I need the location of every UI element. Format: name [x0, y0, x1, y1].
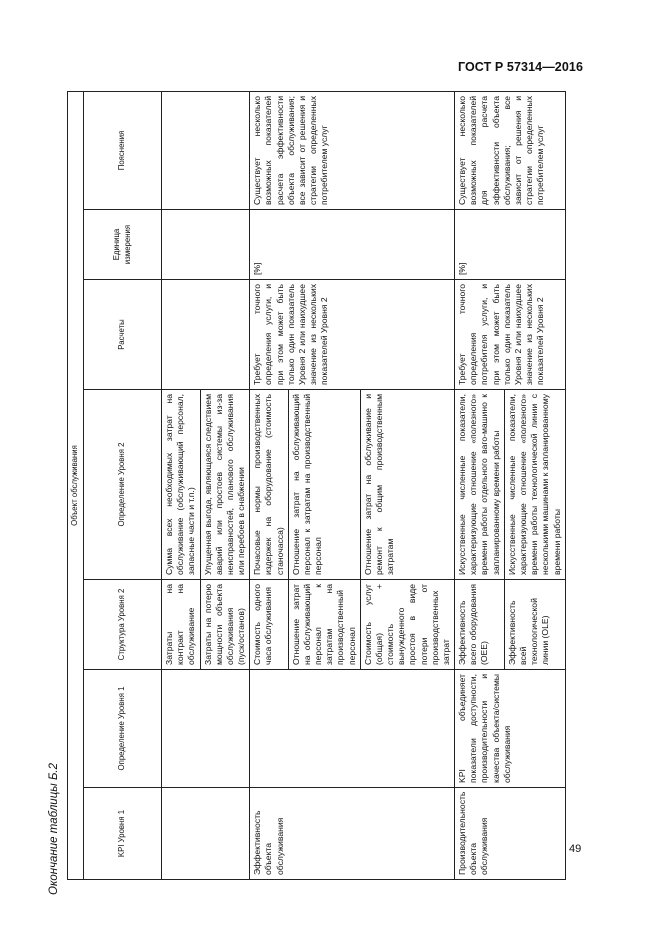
table-cell	[162, 280, 250, 390]
table-cell	[162, 210, 250, 280]
table-cell: Искусственные численные показатели, характеризующие отношение «полезного» времени работы отдельного ваго-машино к запланированному времени работы	[455, 390, 505, 580]
table-cell: Затраты на потерю мощности объекта обслуживания (пуск/останов)	[200, 580, 250, 670]
table-cell: Эффективность объекта обслуживания	[250, 788, 455, 880]
table-cell: Требует точного определения потребителя услуги, и при этом может быть только один показатель Уровня 2 или наихудшее значение из нескольких показателей Уровня 2	[455, 280, 566, 390]
column-header: Единица измерения	[84, 210, 162, 280]
table-row	[162, 91, 201, 879]
table-cell: Отношение затрат на обслуживающий персонал к затратам на производственный персонал	[288, 580, 360, 670]
table-cell: [%]	[455, 210, 566, 280]
column-header: KPI Уровня 1	[84, 788, 162, 880]
table-cell: Отношение затрат на обслуживание и ремонт к общим производственным затратам	[360, 390, 454, 580]
group-header-row	[68, 91, 84, 879]
table-row	[250, 91, 289, 879]
table-cell: Существует несколько возможных показателей расчета эффективности объекта обслуживания; все зависит от решения и стратегии определенных потребителем услуг	[250, 91, 455, 209]
table-cell: [%]	[250, 210, 455, 280]
page-number: 49	[569, 843, 582, 855]
table-cell: Стоимость услуг (общая) + стоимость вынужденного простоя в виде потери от производственных затрат	[360, 580, 454, 670]
table-cell: Требует точного определения услуги, и при этом может быть только один показатель Уровня 2 или наихудшее значение из нескольких показателей Уровня 2	[250, 280, 455, 390]
column-header: Пояснения	[84, 91, 162, 209]
table-cell: Искусственные численные показатели, характеризующие отношение «полезного» времени работы технологической линии с несколькими машинами к запланированному времени работы	[504, 390, 565, 580]
table-cell: Производительность объекта обслуживания	[455, 788, 566, 880]
table-cell: KPI объединяет показатели доступности, производительности и качества объекта/системы обслуживания	[455, 670, 566, 788]
table-cell: Стоимость одного часа обслуживания	[250, 580, 289, 670]
standard-number: ГОСТ Р 57314—2016	[457, 60, 583, 74]
column-header: Структура Уровня 2	[84, 580, 162, 670]
column-header: Определение Уровня 1	[84, 670, 162, 788]
table-cell: Почасовые нормы производственных издержек на оборудование (стоимость станочасса)	[250, 390, 289, 580]
column-header-row	[84, 91, 162, 879]
table-cell	[162, 91, 250, 209]
table-cell: Существует несколько возможных показателей для расчета эффективности объекта обслуживания; все зависит от решения и стратегии определенных потребителем услуг	[455, 91, 566, 209]
table-cell: Эффективность всего оборудования (OEE)	[455, 580, 505, 670]
rotated-table-container	[67, 92, 562, 880]
group-header: Объект обслуживания	[68, 91, 84, 879]
column-header: Определение Уровня 2	[84, 390, 162, 580]
kpi-table	[67, 91, 566, 880]
table-cell: Сумма всех необходимых затрат на обслуживание (обслуживающий персонал, запасные части и т.п.)	[162, 390, 201, 580]
table-cell: Упущенная выгода, являющаяся следствием аварий или простоев системы из-за неисправностей, планового обслуживания или перебоев в снабжении	[200, 390, 250, 580]
table-cell: Затраты на контракт на обслуживание	[162, 580, 201, 670]
table-cell	[162, 788, 250, 880]
table-cell: Эффективность всей технологической линии (OLE)	[504, 580, 565, 670]
table-row	[455, 91, 505, 879]
table-cell	[162, 670, 250, 788]
table-cell: Отношение затрат на обслуживающий персонал к затратам на производственный персонал	[288, 390, 360, 580]
table-cell	[250, 670, 455, 788]
column-header: Расчеты	[84, 280, 162, 390]
table-caption: Окончание таблицы Б.2	[48, 762, 60, 895]
